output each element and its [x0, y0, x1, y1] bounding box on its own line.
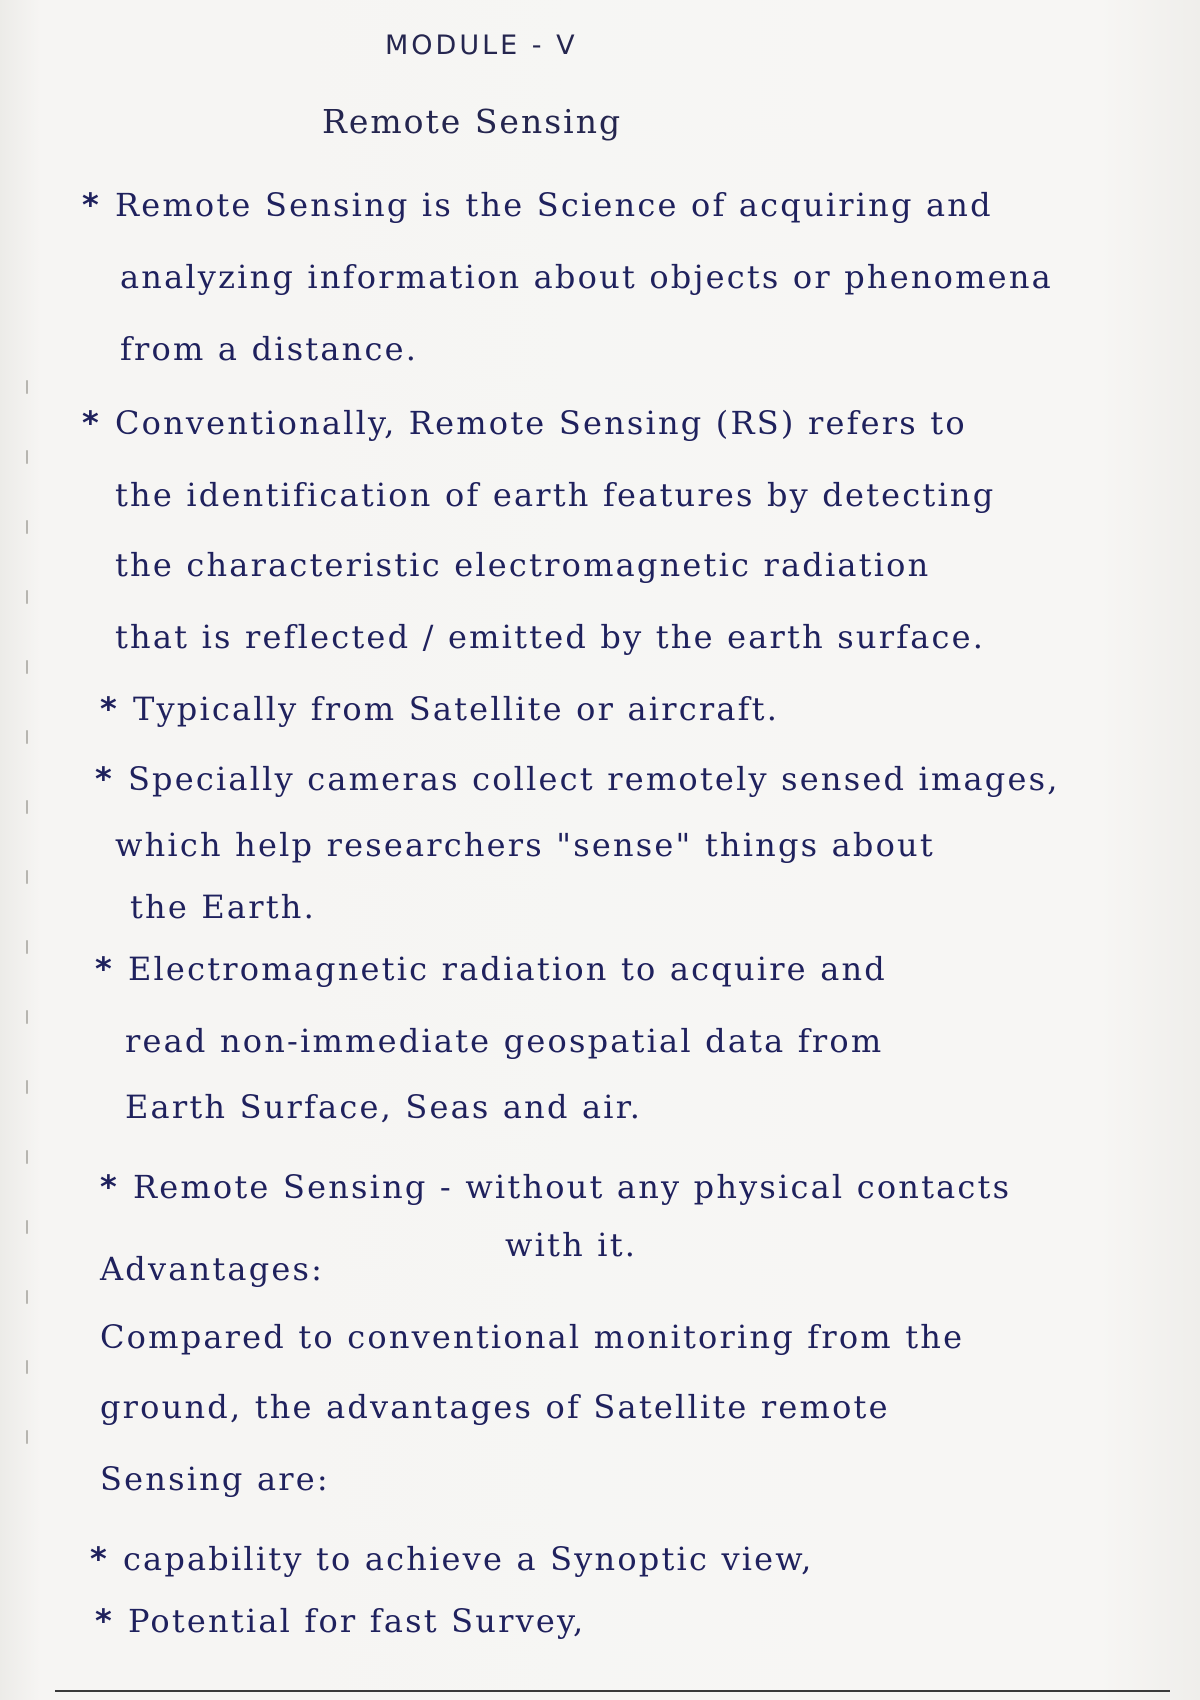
note-line	[100, 1318, 964, 1356]
note-line	[505, 1226, 637, 1264]
line-text: Potential for fast Survey,	[127, 1602, 586, 1640]
note-line	[115, 618, 985, 656]
line-text: Compared to conventional monitoring from the	[100, 1318, 965, 1356]
bullet-star: *	[90, 1540, 109, 1578]
line-text: Electromagnetic radiation to acquire and	[127, 950, 887, 988]
line-text: Advantages:	[100, 1250, 325, 1288]
section-heading-advantages	[100, 1250, 324, 1288]
bullet-star: *	[95, 1602, 114, 1640]
line-text: Remote Sensing - without any physical contacts	[132, 1168, 1012, 1206]
line-text: capability to achieve a Synoptic view,	[122, 1540, 814, 1578]
line-text: from a distance.	[120, 330, 419, 368]
line-text: Specially cameras collect remotely sensed images,	[127, 760, 1060, 798]
line-text: the Earth.	[130, 888, 316, 926]
line-text: Conventionally, Remote Sensing (RS) refers to	[114, 404, 967, 442]
line-text: Sensing are:	[100, 1460, 330, 1498]
note-line	[130, 888, 316, 926]
note-line	[120, 330, 418, 368]
note-line	[95, 950, 887, 988]
line-text: Earth Surface, Seas and air.	[125, 1088, 643, 1126]
note-line	[95, 1602, 585, 1640]
note-line	[95, 760, 1060, 798]
module-title: MODULE - V	[385, 30, 578, 61]
line-text: read non-immediate geospatial data from	[125, 1022, 884, 1060]
note-line	[100, 690, 779, 728]
line-text: that is reflected / emitted by the earth surface.	[115, 618, 986, 656]
bullet-star: *	[95, 760, 114, 798]
note-line	[125, 1022, 883, 1060]
bullet-star: *	[82, 186, 101, 224]
line-text: ground, the advantages of Satellite remote	[100, 1388, 890, 1426]
bullet-star: *	[100, 690, 119, 728]
line-text: Typically from Satellite or aircraft.	[132, 690, 780, 728]
bullet-star: *	[95, 950, 114, 988]
note-line	[100, 1460, 330, 1498]
margin-marks	[26, 380, 32, 1460]
line-text: analyzing information about objects or phenomena	[120, 258, 1053, 296]
note-line	[115, 826, 935, 864]
page-bottom-rule	[55, 1690, 1170, 1692]
line-text: Remote Sensing is the Science of acquiring and	[114, 186, 993, 224]
bullet-star: *	[82, 404, 101, 442]
note-line	[120, 258, 1053, 296]
line-text: with it.	[505, 1226, 638, 1264]
line-text: which help researchers "sense" things about	[115, 826, 935, 864]
line-text: the identification of earth features by detecting	[115, 476, 996, 514]
bullet-star: *	[100, 1168, 119, 1206]
topic-title: Remote Sensing	[322, 102, 623, 141]
note-line	[90, 1540, 813, 1578]
note-line	[100, 1168, 1011, 1206]
note-line	[125, 1088, 642, 1126]
note-line	[82, 186, 993, 224]
line-text: the characteristic electromagnetic radiation	[115, 546, 931, 584]
note-line	[115, 546, 930, 584]
note-line	[82, 404, 967, 442]
note-line	[115, 476, 995, 514]
note-line	[100, 1388, 890, 1426]
